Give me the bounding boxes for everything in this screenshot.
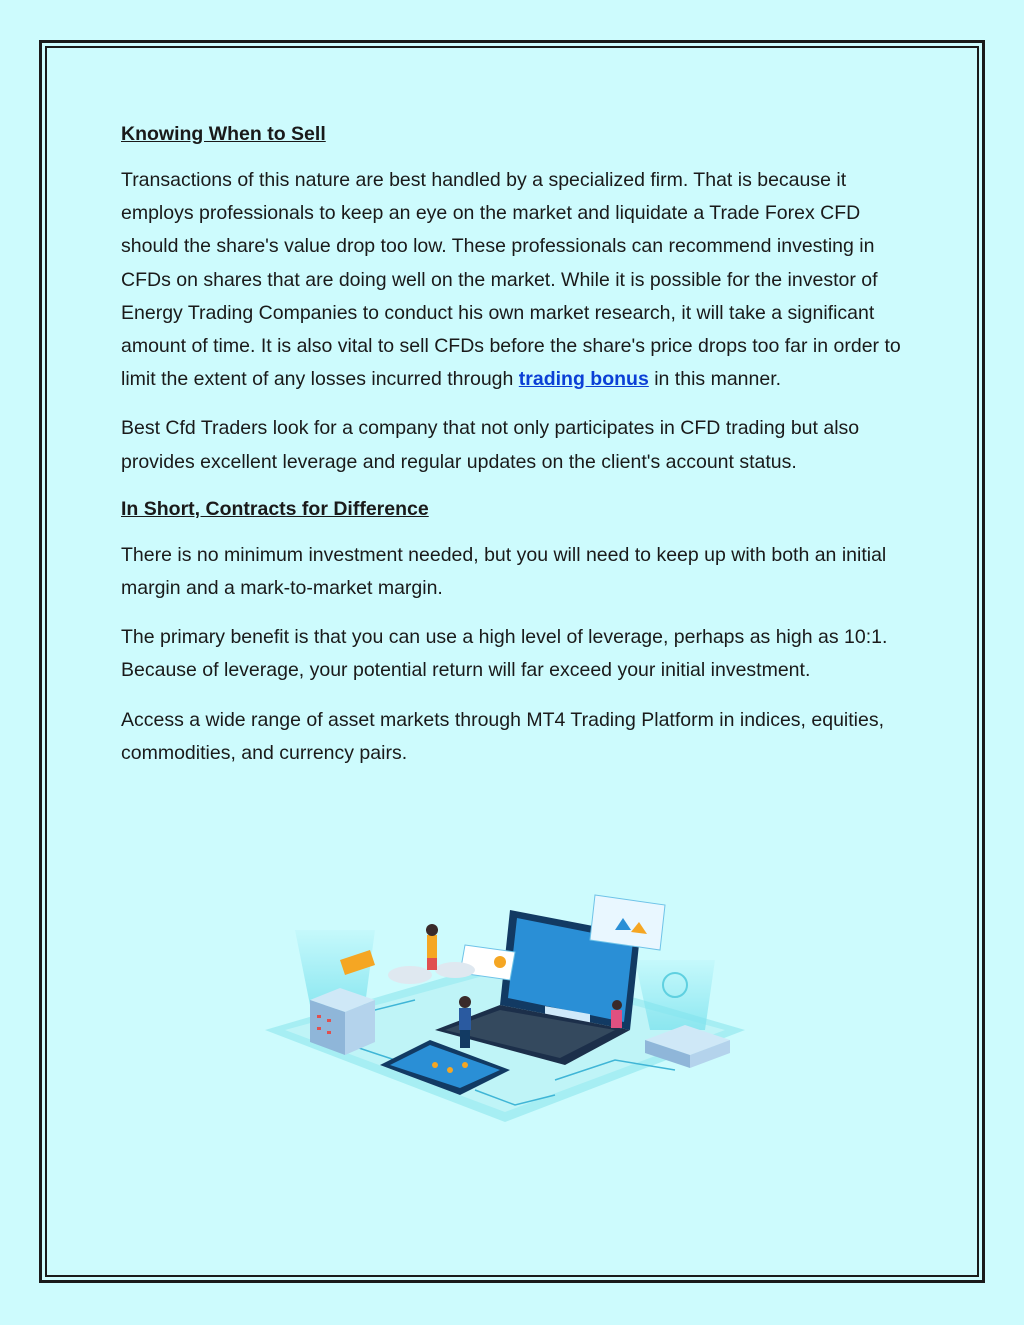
paragraph-minimum-investment: There is no minimum investment needed, but you will need to keep up with both an initial margin and a mark-to-market margin.	[121, 543, 887, 600]
paragraph-asset-markets: Access a wide range of asset markets through MT4 Trading Platform in indices, equities, commodities, and currency pairs.	[121, 708, 885, 764]
paragraph-best-cfd-traders: Best Cfd Traders look for a company that not only participates in CFD trading but also provides excellent leverage and regular updates on the client's account status.	[121, 417, 860, 473]
paragraph-transactions	[121, 164, 911, 396]
trading-platform-illustration-icon	[255, 890, 755, 1125]
heading-in-short: In Short, Contracts for Difference	[121, 497, 429, 520]
paragraph-text-end: in this manner.	[648, 368, 782, 391]
paragraph-primary-benefit: The primary benefit is that you can use a high level of leverage, perhaps as high as 10:1. Because of leverage, your potential return will far exceed your initial investment.	[121, 626, 888, 682]
heading-knowing-when-to-sell: Knowing When to Sell	[121, 123, 326, 145]
document-body	[121, 120, 911, 786]
paragraph-text: Transactions of this nature are best handled by a specialized firm. That is because it employs professionals to keep an eye on the market and liquidate a Trade Forex CFD should the share's value drop too low. These professionals can recommend investing in CFDs on shares that are doing well on the market. While it is possible for the investor of Energy Trading Companies to conduct his own market research, it will take a significant amount of time. It is also vital to sell CFDs before the share's price drops too far in order to limit the extent of any losses incurred through	[121, 169, 901, 391]
trading-bonus-link[interactable]: trading bonus	[518, 368, 649, 391]
